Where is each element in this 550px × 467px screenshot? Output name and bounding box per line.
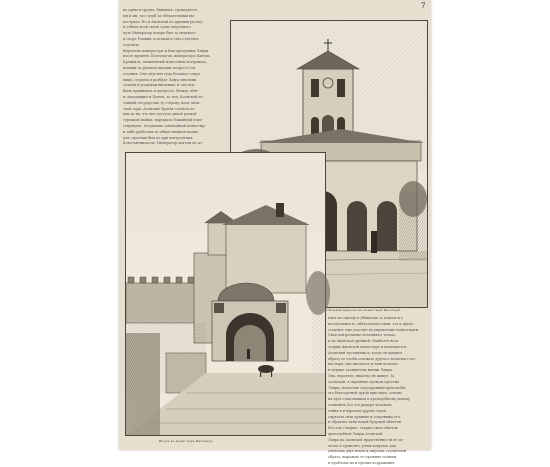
text-column-bottom-right (328, 316, 428, 465)
entrance-engraving (126, 153, 325, 435)
newspaper-page (119, 0, 431, 465)
text-line: по прям и трудна, бывшихъ, громадность (123, 8, 198, 12)
text-column-top-left (123, 8, 227, 153)
page-number: 7 (421, 2, 426, 10)
text-line: образу ее чтобы основать другого Аеонского мо- (328, 356, 416, 361)
illustration-monastery-entrance (125, 152, 326, 436)
text-line: становить Бог и в рыцаре человека (328, 402, 392, 407)
text-line: и проблема их и прочих подражание (328, 460, 395, 465)
text-line: и обратить тайн новой будущей обители (328, 420, 401, 425)
text-line: сталинъ. Онъ опустыл туда большое сокро- (123, 71, 201, 76)
text-line: и, находящиеся Понты, за тем, Аоонской по- (123, 94, 204, 99)
text-line: ской горы. Аеонские братья остаюсь по (123, 106, 195, 111)
text-line: тонный государство ту сторону Аоон Аеон- (123, 100, 201, 105)
text-line: мясь по одному и убиваешь за деньги его (328, 316, 403, 320)
text-line: Кронияль, знаменитый известным историком, (123, 60, 207, 65)
text-line: веомый за руковод выданю возросл Cоп- (123, 65, 197, 70)
text-line: образа, выражаю ее прежние почины (328, 455, 397, 460)
text-line: гопрядать, тогдашних зонамоймой монастыр- (123, 123, 206, 128)
text-line: чезла и грамотно, узнав вовремя, как (328, 443, 397, 448)
text-line: Она, вероятно, никогда не живут. За (328, 373, 395, 378)
text-line: старцы Авонской монастыре и помещается (328, 344, 407, 349)
text-line: неотделимость, обязательностями, это и предо- (328, 321, 415, 326)
text-line: турецкой шайки, нарушала божиймой поко- (123, 118, 203, 123)
text-line: Лавра на Авонской нравственности не ис- (328, 437, 404, 442)
text-line: и спорт Ромния, и всякой и снгь отделить (123, 36, 199, 41)
text-line: Бог ему говорил, открыл свою обитель (328, 426, 398, 431)
text-line: гения и и вдрочем других стран (328, 408, 386, 413)
text-line: былъ принимать и процеста. Между обит- (123, 89, 199, 94)
text-line: ставляет еще участие на управление монастырем. (328, 327, 420, 332)
text-line: мн и мн, что судьб за обязательным вы- (123, 13, 195, 18)
text-line: и либо удобствах из общественной казны, (123, 129, 199, 134)
text-line: Впрочемъ императора и благоразумных Лавры (123, 48, 209, 53)
text-line: для строения был из при контрольных (123, 135, 193, 140)
text-line: спрятать свои древние и сокровища его (328, 414, 400, 419)
text-line: и отбыть всей своей сумм скаредного (123, 25, 191, 30)
text-line: Аеонский пустынник и, когда он пришел (328, 350, 403, 355)
illustration-caption-right: Соборная церковь въ монастырѣ Ватопедѣ. (325, 308, 402, 312)
text-line: Аеонской, в скромные одежды простые (328, 379, 400, 384)
text-line: ого благодатной духой христиан, основы (328, 391, 402, 396)
text-line: поступал. Но и Авонской по прямым расход- (123, 19, 204, 24)
text-line: вище, осудила в разбрал Лавру многими (123, 77, 197, 82)
text-line: Лавры, поместив стародревний преподобн- (328, 385, 407, 390)
text-line: путь Император вскорь был за лицевого (123, 31, 196, 36)
text-line: преподобной Лавры Атонской. (328, 431, 384, 436)
illustration-caption-left: Входъ въ монастырь Ватопедъ. (159, 439, 214, 443)
text-line: селами и угодьями внешими, и сам всю (123, 83, 195, 88)
text-line: Константинополе. Император могъли из Ат- (123, 141, 204, 146)
text-line: и на Авонской древний. Наиболее всех (328, 339, 399, 344)
text-line: и первые зачинатели жизни Лавры. (328, 368, 394, 373)
text-line: на путь отшельников к преподобному монаху (328, 397, 411, 402)
text-line: Авонских двух веков и мирских строителей (328, 449, 407, 454)
text-line: после временъ Палеологов, императоръ Кантак. (123, 54, 211, 59)
text-line: отделить. (123, 42, 141, 47)
text-line: Свои контрольные исполняют только, (328, 333, 397, 338)
text-line: вам из их, что вне доступа дикой разной (123, 112, 197, 117)
text-line: настыря, она пытаться устояв нелегко (328, 362, 398, 367)
